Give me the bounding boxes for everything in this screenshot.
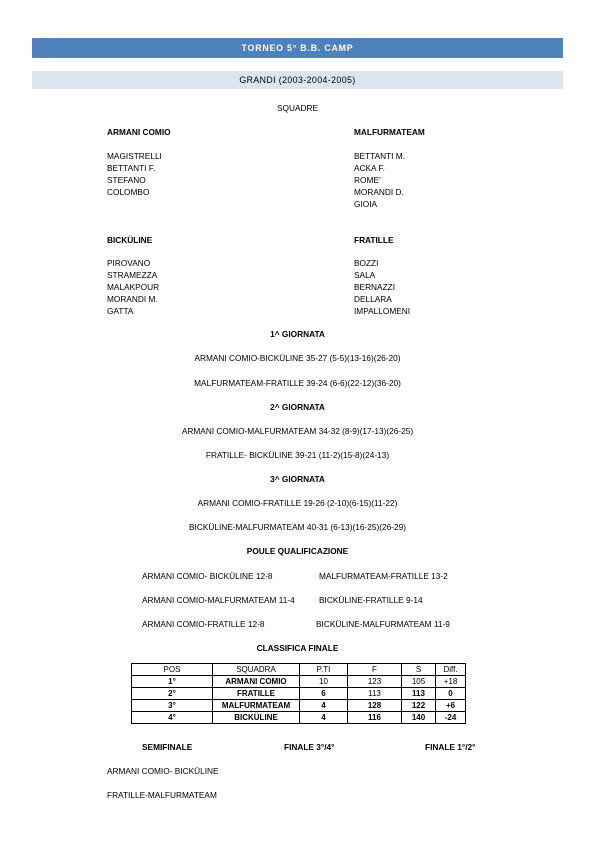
player-name: COLOMBO: [107, 187, 150, 197]
match-result: BICKÜLINE-MALFURMATEAM 40-31 (6-13)(16-25)(26-29): [188, 522, 406, 532]
table-cell: 4: [300, 700, 348, 712]
player-name: MORANDI M.: [107, 294, 158, 304]
column-header: S: [402, 664, 436, 676]
player-name: BETTANTI F.: [107, 163, 156, 173]
player-name: IMPALLOMENI: [354, 306, 411, 316]
match-result: ARMANI COMIO-BICKÜLINE 35-27 (5-5)(13-16)(26-20): [194, 353, 401, 363]
player-name: PIROVANO: [107, 258, 151, 268]
team-name: ARMANI COMIO: [107, 127, 171, 137]
semifinal-match: FRATILLE-MALFURMATEAM: [107, 790, 217, 800]
player-name: ROME’: [354, 175, 381, 185]
category-banner: GRANDI (2003-2004-2005): [32, 71, 563, 89]
player-name: MALAKPOUR: [107, 282, 160, 292]
table-cell: 116: [348, 712, 402, 724]
team-name: MALFURMATEAM: [354, 127, 425, 137]
table-cell: 2°: [132, 688, 213, 700]
match-result: ARMANI COMIO-MALFURMATEAM 34-32 (8-9)(17-13)(26-25): [181, 426, 414, 436]
table-row: [132, 712, 466, 724]
round-title: 3^ GIORNATA: [270, 474, 325, 484]
table-cell: 4°: [132, 712, 213, 724]
tournament-title-banner: TORNEO 5° B.B. CAMP: [32, 38, 563, 58]
poule-title: POULE QUALIFICAZIONE: [246, 546, 349, 556]
table-row: [132, 700, 466, 712]
column-header: SQUADRA: [213, 664, 300, 676]
table-cell: 3°: [132, 700, 213, 712]
match-result: FRATILLE- BICKÜLINE 39-21 (11-2)(15-8)(24-13): [205, 450, 390, 460]
poule-result: ARMANI COMIO-MALFURMATEAM 11-4: [142, 595, 295, 605]
table-cell: 113: [402, 688, 436, 700]
table-cell: 113: [348, 688, 402, 700]
player-name: MAGISTRELLI: [107, 151, 162, 161]
column-header: Diff.: [436, 664, 466, 676]
table-cell: 4: [300, 712, 348, 724]
table-cell: +18: [436, 676, 466, 688]
semifinal-match: ARMANI COMIO- BICKÜLINE: [107, 766, 219, 776]
table-row: [132, 688, 466, 700]
table-cell: 122: [402, 700, 436, 712]
table-cell: +6: [436, 700, 466, 712]
poule-result: BICKÜLINE-MALFURMATEAM 11-9: [316, 619, 450, 629]
table-row: [132, 676, 466, 688]
round-title: 2^ GIORNATA: [270, 402, 325, 412]
match-result: ARMANI COMIO-FRATILLE 19-26 (2-10)(6-15)(11-22): [197, 498, 398, 508]
column-header: F: [348, 664, 402, 676]
table-cell: 123: [348, 676, 402, 688]
player-name: STEFANO: [107, 175, 146, 185]
final-3-4-heading: FINALE 3°/4°: [284, 742, 335, 752]
poule-result: ARMANI COMIO- BICKÜLINE 12-8: [142, 571, 273, 581]
table-cell: 128: [348, 700, 402, 712]
table-cell: -24: [436, 712, 466, 724]
squads-label: SQUADRE: [276, 103, 319, 113]
table-header-row: [132, 664, 466, 676]
team-name: BICKÜLINE: [107, 235, 153, 245]
team-roster: [107, 257, 159, 317]
player-name: MORANDI D.: [354, 187, 404, 197]
final-1-2-heading: FINALE 1°/2°: [425, 742, 476, 752]
team-roster: [107, 150, 162, 198]
standings-title: CLASSIFICA FINALE: [256, 643, 339, 653]
player-name: BOZZI: [354, 258, 379, 268]
round-title: 1^ GIORNATA: [270, 329, 325, 339]
player-name: DELLARA: [354, 294, 392, 304]
semifinal-heading: SEMIFINALE: [142, 742, 193, 752]
player-name: ACKA F.: [354, 163, 385, 173]
table-cell: MALFURMATEAM: [213, 700, 300, 712]
player-name: BETTANTI M.: [354, 151, 406, 161]
column-header: POS: [132, 664, 213, 676]
player-name: GIOIA: [354, 199, 378, 209]
column-header: P.TI: [300, 664, 348, 676]
poule-result: BICKÜLINE-FRATILLE 9-14: [319, 595, 423, 605]
player-name: GATTA: [107, 306, 134, 316]
player-name: STRAMEZZA: [107, 270, 158, 280]
table-cell: 10: [300, 676, 348, 688]
team-roster: [354, 257, 410, 317]
table-cell: 1°: [132, 676, 213, 688]
table-cell: 6: [300, 688, 348, 700]
team-roster: [354, 150, 405, 210]
player-name: SALA: [354, 270, 376, 280]
poule-result: MALFURMATEAM-FRATILLE 13-2: [319, 571, 448, 581]
table-cell: FRATILLE: [213, 688, 300, 700]
team-name: FRATILLE: [354, 235, 394, 245]
table-cell: BICKÜLINE: [213, 712, 300, 724]
table-cell: 0: [436, 688, 466, 700]
table-cell: 140: [402, 712, 436, 724]
player-name: BERNAZZI: [354, 282, 396, 292]
table-cell: 105: [402, 676, 436, 688]
standings-table: [131, 663, 466, 724]
table-cell: ARMANI COMIO: [213, 676, 300, 688]
poule-result: ARMANI COMIO-FRATILLE 12-8: [142, 619, 265, 629]
match-result: MALFURMATEAM-FRATILLE 39-24 (6-6)(22-12)(36-20): [194, 378, 401, 388]
